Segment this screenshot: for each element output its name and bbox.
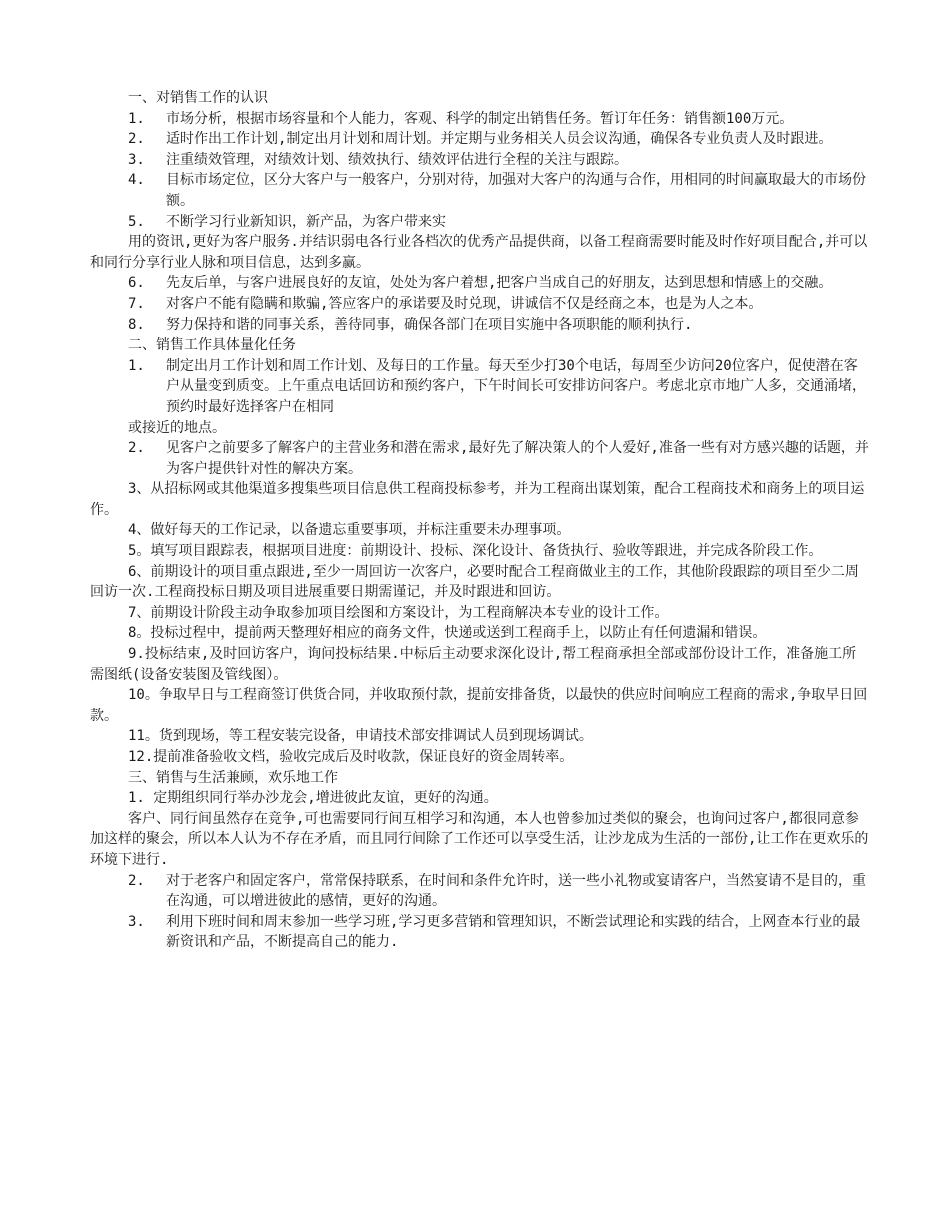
section-line: 一、对销售工作的认识: [128, 90, 268, 106]
list-item: [90, 294, 870, 315]
list-item: [90, 438, 870, 479]
list-item-number: 2.: [128, 440, 145, 457]
list-item-number: 1.: [128, 357, 145, 374]
section-line: 或接近的地点。: [128, 419, 226, 436]
list-item-text: 注重绩效管理，对绩效计划、绩效执行、绩效评估进行全程的关注与跟踪。: [166, 151, 628, 168]
list-item: [90, 871, 870, 912]
paragraph: 5。填写项目跟踪表，根据项目进度：前期设计、投标、深化设计、备货执行、验收等跟进，并完成各阶段工作。: [128, 543, 823, 560]
list-item: [90, 129, 870, 150]
list-item-text: 目标市场定位，区分大客户与一般客户，分别对待，加强对大客户的沟通与合作，用相同的时间赢取最大的市场份额。: [166, 172, 866, 209]
list-item-text: 市场分析，根据市场容量和个人能力，客观、科学的制定出销售任务。暂订年任务：销售额100万元。: [166, 110, 794, 127]
list-item-text: 先友后单，与客户进展良好的友谊，处处为客户着想,把客户当成自己的好朋友，达到思想和情感上的交融。: [166, 275, 833, 292]
list-item: [90, 912, 870, 953]
paragraph: 10。争取早日与工程商签订供货合同，并收取预付款，提前安排备货，以最快的供应时间响应工程商的需求,争取早日回款。: [90, 687, 868, 724]
list-item-number: 1.: [128, 110, 145, 127]
list-item-number: 3.: [128, 151, 145, 168]
paragraph: 3、从招标网或其他渠道多搜集些项目信息供工程商投标参考，并为工程商出谋划策，配合工程商技术和商务上的项目运作。: [90, 481, 865, 518]
list-item-number: 6.: [128, 275, 145, 292]
paragraph: 8。投标过程中，提前两天整理好相应的商务文件，快递或送到工程商手上，以防止有任何遗漏和错误。: [128, 625, 767, 642]
list-item-number: 7.: [128, 295, 145, 312]
paragraph: 4、做好每天的工作记录，以备遗忘重要事项，并标注重要未办理事项。: [128, 522, 571, 539]
list-item-text: 适时作出工作计划,制定出月计划和周计划。并定期与业务相关人员会议沟通，确保各专业负责人及时跟进。: [166, 131, 833, 148]
list-item-text: 利用下班时间和周末参加一些学习班,学习更多营销和管理知识，不断尝试理论和实践的结合，上网查本行业的最新资讯和产品，不断提高自己的能力.: [166, 913, 861, 951]
section-line: 二、销售工作具体量化任务: [128, 337, 296, 354]
list-item: [90, 273, 870, 294]
list-item-text: 制定出月工作计划和周工作计划、及每日的工作量。每天至少打30个电话，每周至少访问20位客户，促使潜在客户从量变到质变。上午重点电话回访和预约客户，下午时间长可安排访问客户。考虑北京市地广人多，交通涌堵，预约时最好选择客户在相同: [166, 357, 866, 415]
section-line: 三、销售与生活兼顾，欢乐地工作: [128, 769, 338, 786]
list-item-number: 5.: [128, 213, 145, 230]
list-item-number: 4.: [128, 172, 145, 189]
paragraph: 7、前期设计阶段主动争取参加项目绘图和方案设计，为工程商解决本专业的设计工作。: [128, 604, 669, 621]
list-item: [90, 109, 870, 130]
list-item-text: 见客户之前要多了解客户的主营业务和潜在需求,最好先了解决策人的个人爱好,准备一些有对方感兴趣的话题，并为客户提供针对性的解决方案。: [166, 440, 869, 477]
list-item-number: 3.: [128, 913, 145, 930]
list-item: [90, 315, 870, 336]
list-item-text: 不断学习行业新知识，新产品，为客户带来实: [166, 213, 446, 230]
list-item: [90, 212, 870, 233]
list-item-number: 2.: [128, 872, 145, 889]
document-body: [90, 88, 870, 953]
paragraph: 客户、同行间虽然存在竞争,可也需要同行间互相学习和沟通，本人也曾参加过类似的聚会，也询问过客户,都很同意参加这样的聚会，所以本人认为不存在矛盾，而且同行间除了工作还可以享受生活，让沙龙成为生活的一部份,让工作在更欢乐的环境下进行.: [90, 810, 869, 868]
list-item: [90, 150, 870, 171]
section-line: 1. 定期组织同行举办沙龙会,增进彼此友谊，更好的沟通。: [128, 790, 498, 807]
paragraph: 12.提前准备验收文档，验收完成后及时收款，保证良好的资金周转率。: [128, 749, 574, 765]
list-item: [90, 356, 870, 418]
list-item-number: 2.: [128, 131, 145, 148]
list-item-number: 8.: [128, 316, 145, 333]
list-item: [90, 170, 870, 211]
list-item-text: 对客户不能有隐瞒和欺骗,答应客户的承诺要及时兑现，讲诚信不仅是经商之本，也是为人之本。: [166, 295, 763, 312]
paragraph: 用的资讯,更好为客户服务.并结识弱电各行业各档次的优秀产品提供商，以备工程商需要时能及时作好项目配合,并可以和同行分享行业人脉和项目信息，达到多赢。: [90, 234, 868, 271]
paragraph: 9.投标结束,及时回访客户，询问投标结果.中标后主动要求深化设计,帮工程商承担全部或部份设计工作，准备施工所需图纸(设备安装图及管线图）。: [90, 646, 857, 683]
list-item-text: 努力保持和谐的同事关系，善待同事，确保各部门在项目实施中各项职能的顺利执行.: [166, 316, 693, 333]
list-item-text: 对于老客户和固定客户，常常保持联系，在时间和条件允许时，送一些小礼物或宴请客户，当然宴请不是目的，重在沟通，可以增进彼此的感情，更好的沟通。: [166, 872, 866, 910]
paragraph: 6、前期设计的项目重点跟进,至少一周回访一次客户，必要时配合工程商做业主的工作，其他阶段跟踪的项目至少二周回访一次.工程商投标日期及项目进展重要日期需谨记，并及时跟进和回访。: [90, 563, 859, 601]
paragraph: 11。货到现场，等工程安装完设备，申请技术部安排调试人员到现场调试。: [128, 728, 593, 745]
